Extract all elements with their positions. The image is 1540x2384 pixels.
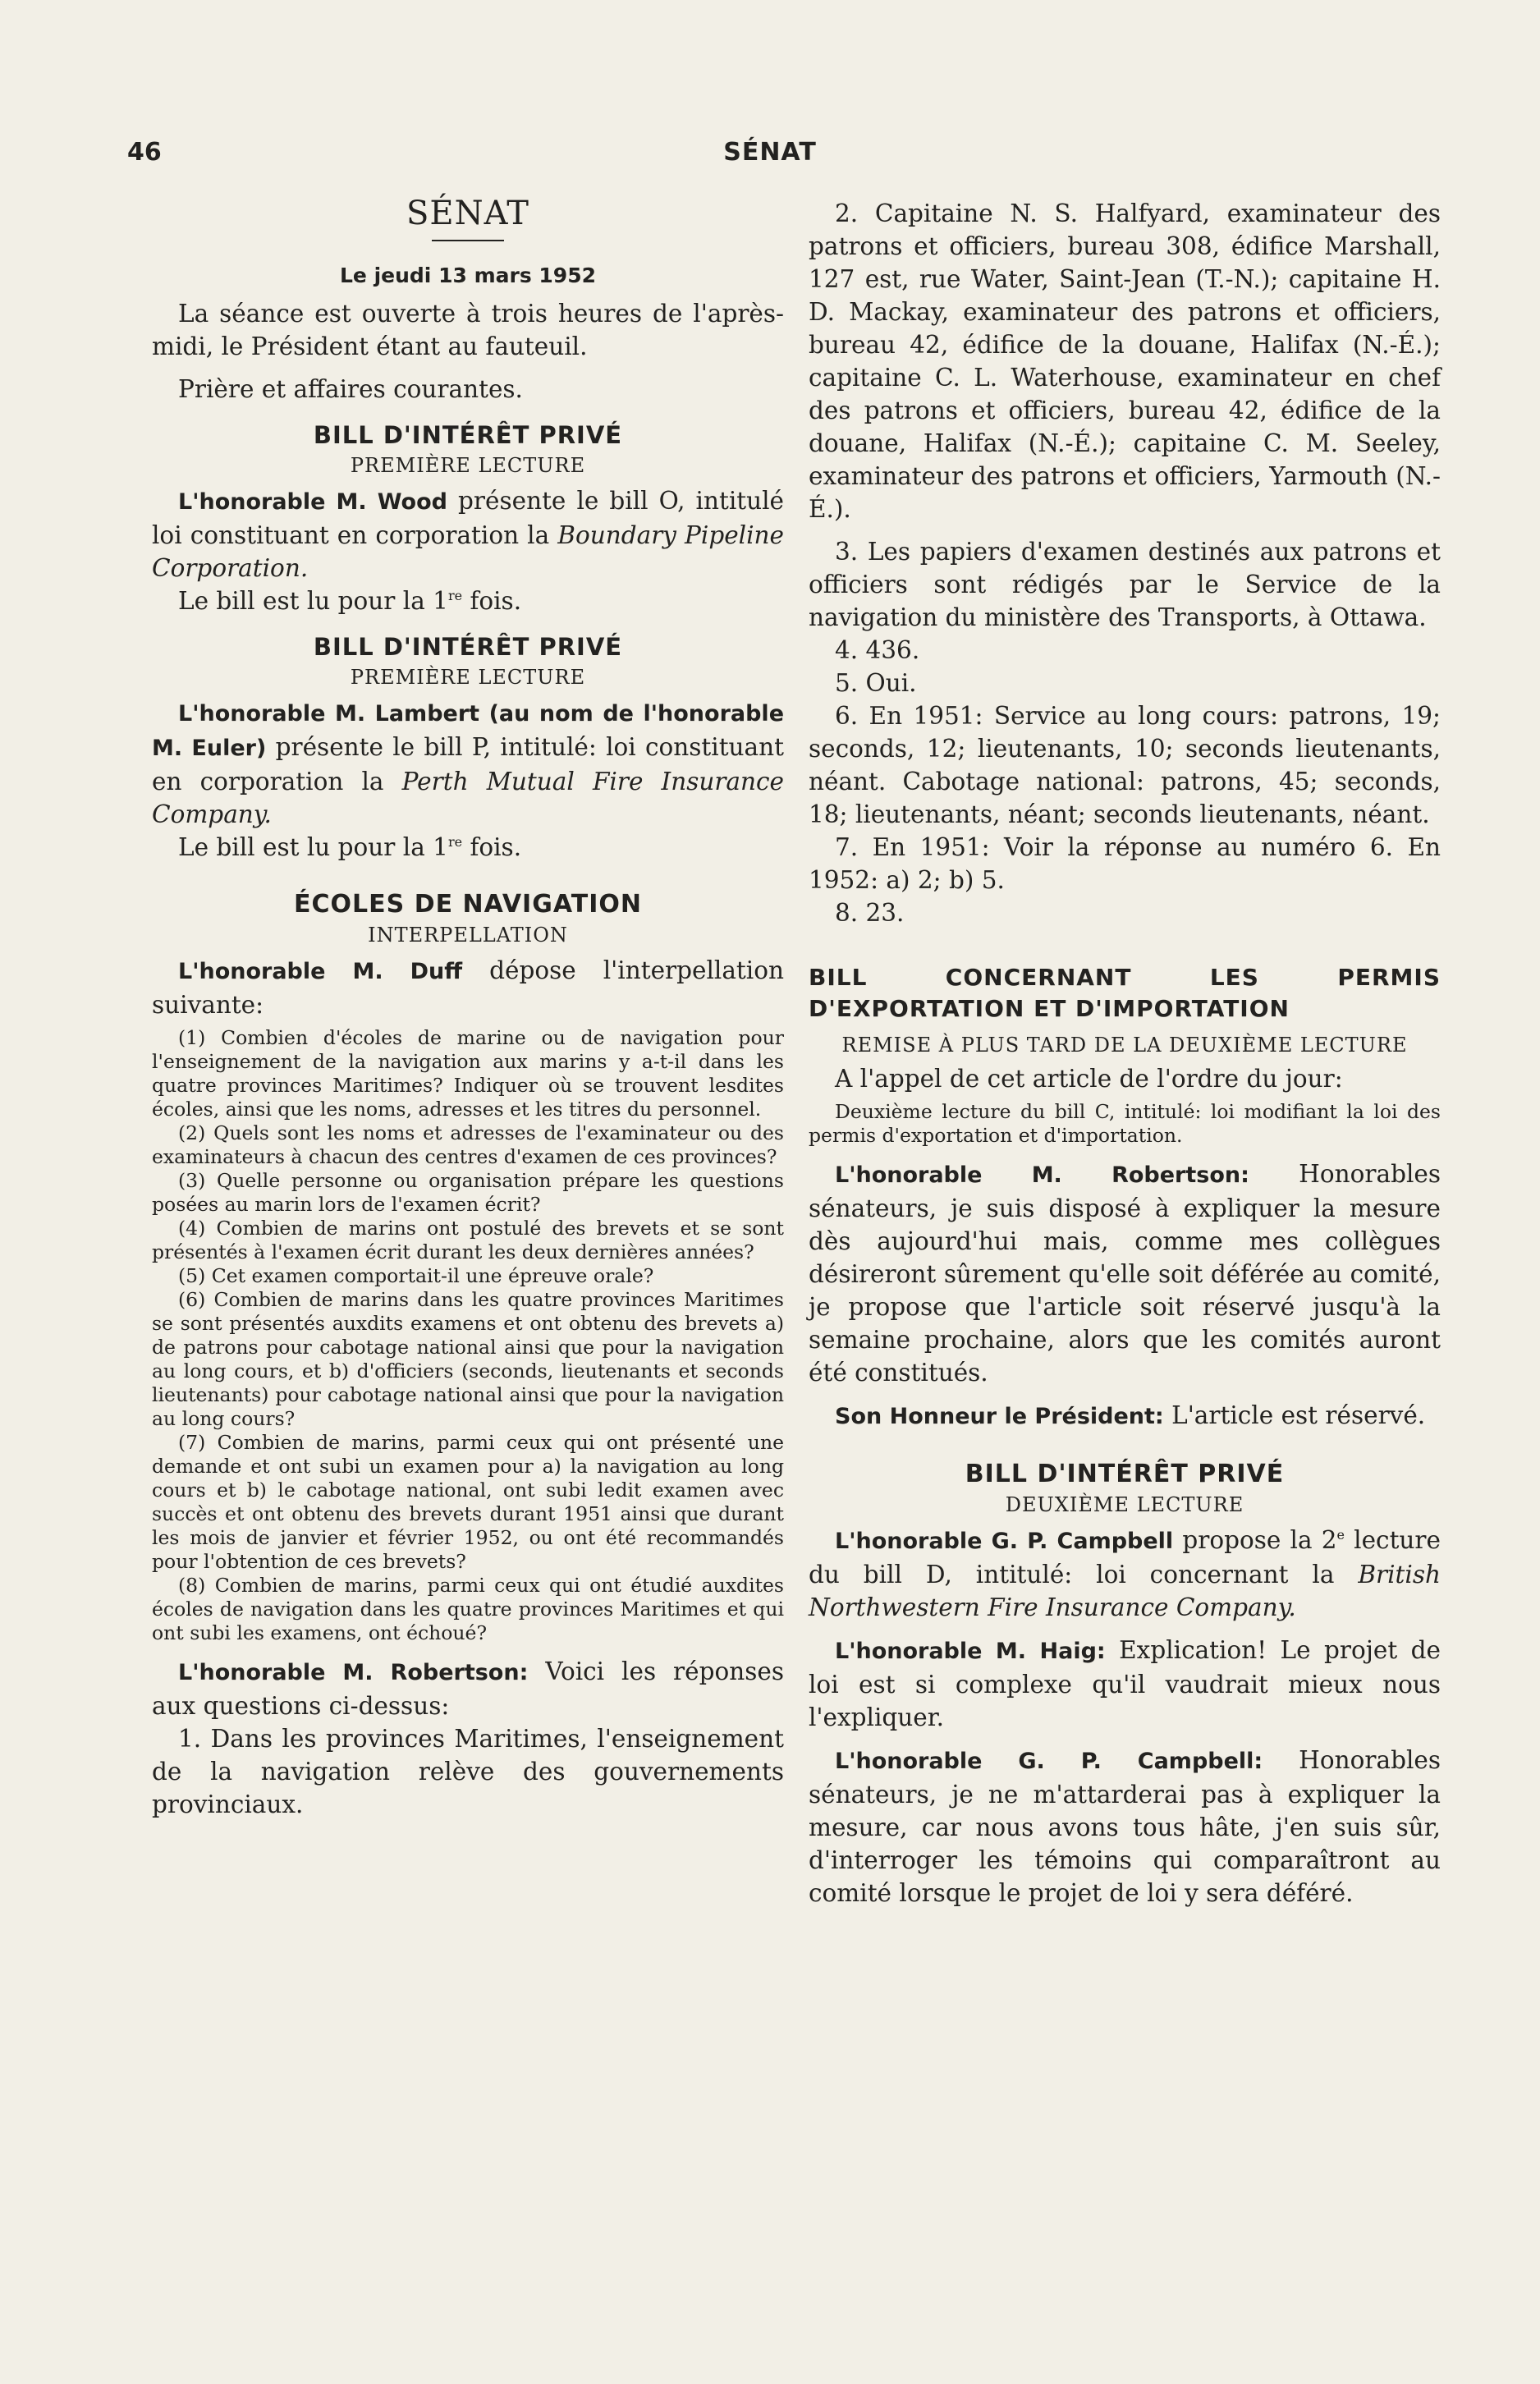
answer-4: 4. 436. — [835, 636, 920, 664]
answer-8: 8. 23. — [835, 899, 905, 927]
bill-p-paragraph: L'honorable M. Lambert (au nom de l'honorable M. Euler) présente le bill P, intitulé: loi constituant en corporation la Perth Mutual Fire Insurance Company. — [152, 701, 784, 828]
bill-d-heading: BILL D'INTÉRÊT PRIVÉ — [965, 1460, 1285, 1488]
interpellation-intro: L'honorable M. Duff dépose l'interpellation suivante: — [152, 956, 784, 1019]
answer-2: 2. Capitaine N. S. Halfyard, examinateur des patrons et officiers, bureau 308, édifice Marshall, 127 est, rue Water, Saint-Jean (T.-N.); capitaine H. D. Mackay, examinateur des patrons et officiers, bureau 42, édifice de la douane, Halifax (N.-É.); capitaine C. L. Waterhouse, examinateur en chef des patrons et officiers, bureau 42, édifice de la douane, Halifax (N.-É.); capitaine C. M. Seeley, examinateur des patrons et officiers, Yarmouth (N.-É.). — [809, 199, 1441, 523]
permits-order: Deuxième lecture du bill C, intitulé: loi modifiant la loi des permis d'exportation et d'importation. — [809, 1100, 1441, 1147]
question-item: (5) Cet examen comportait-il une épreuve orale? — [178, 1264, 654, 1287]
robertson-statement: L'honorable M. Robertson: Honorables sénateurs, je suis disposé à expliquer la mesure dès aujourd'hui mais, comme mes collègues désireront sûrement qu'elle soit déférée au comité, je propose que l'article soit réservé jusqu'à la semaine prochaine, alors que les comités auront été constitués. — [809, 1160, 1441, 1387]
title-rule — [432, 240, 504, 241]
questions-list — [152, 1026, 784, 1645]
routine-paragraph: Prière et affaires courantes. — [178, 375, 523, 403]
question-item: (1) Combien d'écoles de marine ou de navigation pour l'enseignement de la navigation aux marins y a-t-il dans les quatre provinces Maritimes? Indiquer où se trouvent lesdites écoles, ainsi que les noms, adresses et les titres du personnel. — [152, 1026, 784, 1121]
running-head: SÉNAT — [723, 138, 817, 167]
left-column — [152, 197, 784, 1821]
question-item: (2) Quels sont les noms et adresses de l'examinateur ou des examinateurs à chacun des centres d'examen de ces provinces? — [152, 1121, 784, 1168]
reply-intro: L'honorable M. Robertson: Voici les réponses aux questions ci-dessus: — [152, 1657, 784, 1720]
speaker: L'honorable M. Wood — [178, 489, 447, 515]
bill-p-read: Le bill est lu pour la 1re fois. — [178, 833, 522, 861]
bill-o-heading: BILL D'INTÉRÊT PRIVÉ — [313, 421, 623, 449]
right-column — [809, 197, 1441, 1909]
question-item: (3) Quelle personne ou organisation prépare les questions posées au marin lors de l'examen écrit? — [152, 1169, 784, 1216]
question-item: (6) Combien de marins dans les quatre provinces Maritimes se sont présentés auxdits examens et ont obtenu des brevets a) de patrons pour cabotage national ainsi que pour la navigation au long cours, et b) d'officiers (seconds, lieutenants et seconds lieutenants) pour cabotage national ainsi que pour la navigation au long cours? — [152, 1288, 784, 1430]
haig-statement: L'honorable M. Haig: Explication! Le projet de loi est si complexe qu'il vaudrait mieux nous l'expliquer. — [809, 1636, 1441, 1731]
bill-o-subheading: PREMIÈRE LECTURE — [350, 454, 586, 477]
page-number: 46 — [127, 138, 162, 167]
permits-call: A l'appel de cet article de l'ordre du jour: — [835, 1065, 1343, 1093]
answer-1: 1. Dans les provinces Maritimes, l'enseignement de la navigation relève des gouvernements provinciaux. — [152, 1725, 784, 1818]
answer-7: 7. En 1951: Voir la réponse au numéro 6. En 1952: a) 2; b) 5. — [809, 833, 1441, 894]
bill-p-subheading: PREMIÈRE LECTURE — [350, 666, 586, 689]
permits-heading: BILL CONCERNANT LES PERMIS D'EXPORTATION ET D'IMPORTATION — [809, 964, 1441, 1022]
bill-o-read: Le bill est lu pour la 1re fois. — [178, 587, 522, 615]
ecoles-heading: ÉCOLES DE NAVIGATION — [294, 890, 642, 919]
question-item: (8) Combien de marins, parmi ceux qui ont étudié auxdites écoles de navigation dans les quatre provinces Maritimes et qui ont subi les examens, ont échoué? — [152, 1574, 784, 1644]
answer-5: 5. Oui. — [835, 669, 917, 697]
sitting-date: Le jeudi 13 mars 1952 — [340, 264, 596, 287]
section-title: SÉNAT — [406, 195, 529, 232]
answer-3: 3. Les papiers d'examen destinés aux patrons et officiers sont rédigés par le Service de la navigation du ministère des Transports, à Ottawa. — [809, 538, 1441, 631]
bill-p-heading: BILL D'INTÉRÊT PRIVÉ — [313, 633, 623, 661]
campbell-reply: L'honorable G. P. Campbell: Honorables sénateurs, je ne m'attarderai pas à expliquer la mesure, car nous avons tous hâte, j'en suis sûr, d'interroger les témoins qui comparaîtront au comité lorsque le projet de loi y sera déféré. — [809, 1746, 1441, 1907]
question-item: (4) Combien de marins ont postulé des brevets et se sont présentés à l'examen écrit durant les deux dernières années? — [152, 1217, 784, 1263]
president-statement: Son Honneur le Président: L'article est réservé. — [835, 1401, 1426, 1429]
ecoles-subheading: INTERPELLATION — [368, 924, 568, 947]
bill-d-subheading: DEUXIÈME LECTURE — [1005, 1493, 1244, 1516]
opening-paragraph: La séance est ouverte à trois heures de l'après-midi, le Président étant au fauteuil. — [152, 300, 784, 360]
campbell-motion: L'honorable G. P. Campbell propose la 2e lecture du bill D, intitulé: loi concernant la British Northwestern Fire Insurance Company. — [809, 1526, 1441, 1621]
permits-subheading: REMISE À PLUS TARD DE LA DEUXIÈME LECTURE — [841, 1034, 1408, 1057]
answer-6: 6. En 1951: Service au long cours: patrons, 19; seconds, 12; lieutenants, 10; seconds lieutenants, néant. Cabotage national: patrons, 45; seconds, 18; lieutenants, néant; seconds lieutenants, néant. — [809, 702, 1441, 828]
speaker: L'honorable M. Lambert (au nom de l'honorable M. Euler) — [152, 701, 784, 761]
bill-o-paragraph: L'honorable M. Wood présente le bill O, intitulé loi constituant en corporation la Boundary Pipeline Corporation. — [152, 487, 785, 582]
question-item: (7) Combien de marins, parmi ceux qui ont présenté une demande et ont subi un examen pour a) la navigation au long cours et b) le cabotage national, ont subi ledit examen avec succès et ont obtenu des brevets durant 1951 ainsi que durant les mois de janvier et février 1952, ou ont été recommandés pour l'obtention de ces brevets? — [152, 1431, 784, 1573]
